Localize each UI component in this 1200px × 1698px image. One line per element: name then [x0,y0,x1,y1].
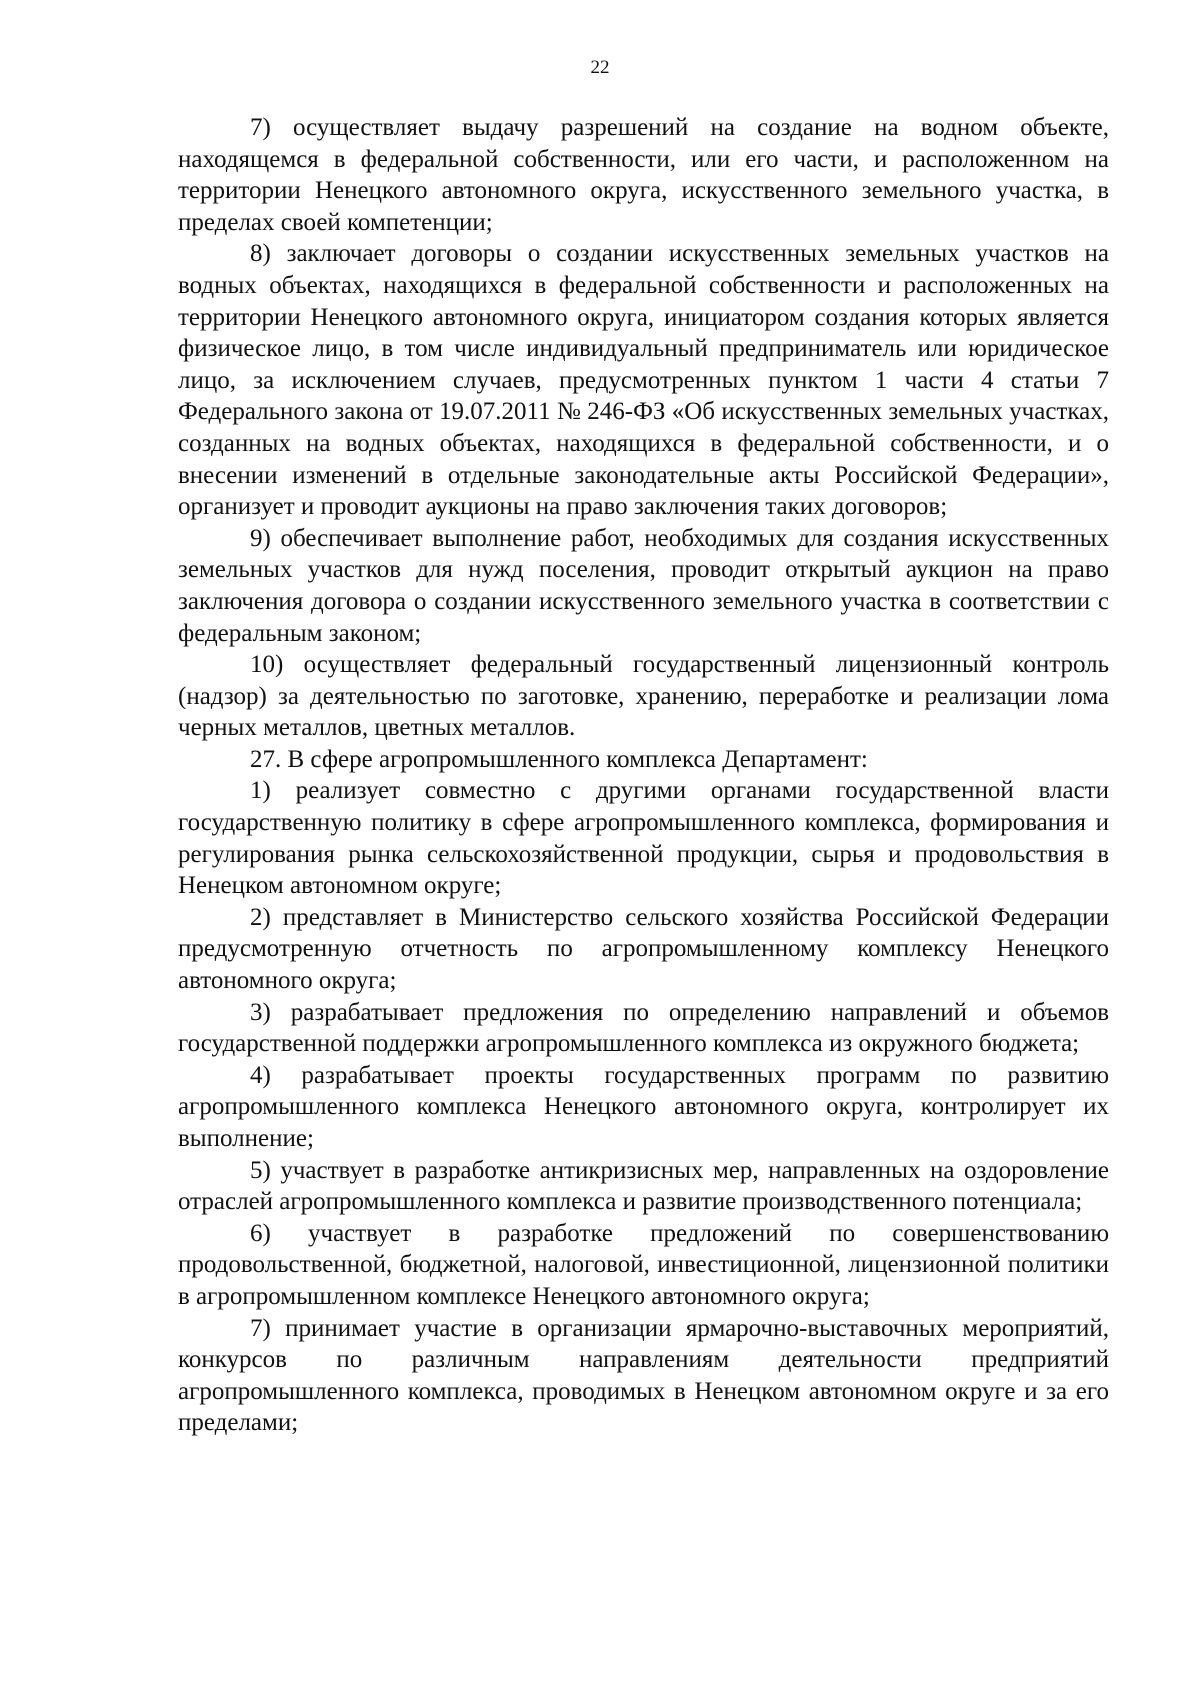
paragraph-item-2-reporting: 2) представляет в Министерство сельского хозяйства Российской Федерации предусмотренную отчетность по агропромышленному комплексу Ненецкого автономного округа; [178,903,1109,995]
paragraph-item-1-state-policy: 1) реализует совместно с другими органами государственной власти государственную политику в сфере агропромышленного комплекса, формирования и регулирования рынка сельскохозяйственной продукции, сырья и продовольствия в Ненецком автономном округе; [178,777,1109,900]
paragraph-item-7-water-permits: 7) осуществляет выдачу разрешений на создание на водном объекте, находящемся в федеральной собственности, или его части, и расположенном на территории Ненецкого автономного округа, искусственного земельного участка, в пределах своей компетенции; [178,114,1109,236]
paragraph-item-8-land-plot-contracts: 8) заключает договоры о создании искусственных земельных участков на водных объектах, находящихся в федеральной собственности и расположенных на территории Ненецкого автономного округа, инициатором создания которых является физическое лицо, в том числе индивидуальный предприниматель или юридическое лицо, за исключением случаев, предусмотренных пунктом 1 части 4 статьи 7 Федерального закона от 19.07.2011 № 246-ФЗ «Об искусственных земельных участках, созданных на водных объектах, находящихся в федеральной собственности, и о внесении изменений в отдельные законодательные акты Российской Федерации», организует и проводит аукционы на право заключения таких договоров; [178,240,1109,521]
paragraph-item-4-state-programs: 4) разрабатывает проекты государственных программ по развитию агропромышленного комплекса Ненецкого автономного округа, контролирует их выполнение; [178,1061,1109,1152]
document-body [178,112,1109,1439]
page-number: 22 [590,57,610,78]
paragraph-item-5-anticrisis: 5) участвует в разработке антикризисных мер, направленных на оздоровление отраслей агропромышленного комплекса и развитие производственного потенциала; [178,1156,1109,1216]
paragraph-item-3-support-proposals: 3) разрабатывает предложения по определению направлений и объемов государственной поддержки агропромышленного комплекса из окружного бюджета; [178,998,1109,1058]
paragraph-item-9-works-provision: 9) обеспечивает выполнение работ, необходимых для создания искусственных земельных участков для нужд поселения, проводит открытый аукцион на право заключения договора о создании искусственного земельного участка в соответствии с федеральным законом; [178,524,1109,647]
paragraph-item-6-policy-proposals: 6) участвует в разработке предложений по совершенствованию продовольственной, бюджетной, налоговой, инвестиционной, лицензионной политики в агропромышленном комплексе Ненецкого автономного округа; [178,1219,1109,1310]
paragraph-item-7-fairs-exhibitions: 7) принимает участие в организации ярмарочно-выставочных мероприятий, конкурсов по различным направлениям деятельности предприятий агропромышленного комплекса, проводимых в Ненецком автономном округе и за его пределами; [178,1314,1109,1437]
section-heading-27-agro-complex: 27. В сфере агропромышленного комплекса Департамент: [250,745,868,773]
paragraph-item-10-licensing-control: 10) осуществляет федеральный государственный лицензионный контроль (надзор) за деятельностью по заготовке, хранению, переработке и реализации лома черных металлов, цветных металлов. [178,651,1109,742]
